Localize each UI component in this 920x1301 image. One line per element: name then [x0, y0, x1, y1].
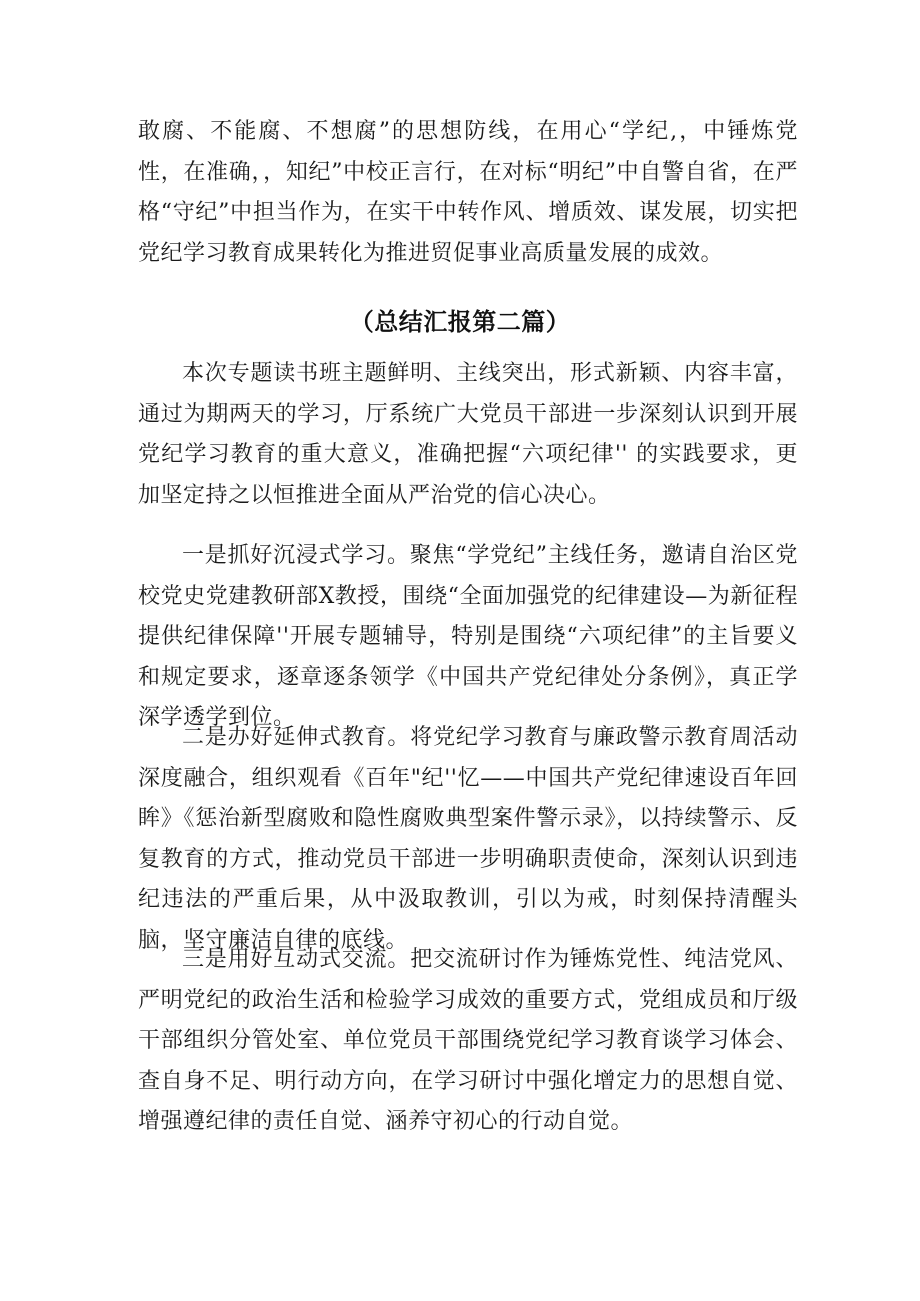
paragraph-point-1: 一是抓好沉浸式学习。聚焦“学党纪”主线任务，邀请自治区党校党史党建教研部X教授，围绕“全面加强党的纪律建设—为新征程提供纪律保障''开展专题辅导，特别是围绕“六项纪律”的主旨要义和规定要求，逐章逐条领学《中国共产党纪律处分条例》，真正学深学透学到位。 [138, 543, 798, 730]
paragraph-intro: 本次专题读书班主题鲜明、主线突出，形式新颖、内容丰富，通过为期两天的学习，厅系统广大党员干部进一步深刻认识到开展党纪学习教育的重大意义，准确把握“六项纪律'' 的实践要求，更加坚定持之以恒推进全面从严治党的信心决心。 [138, 361, 798, 508]
section-heading: （总结汇报第二篇） [349, 308, 571, 336]
paragraph-point-2: 二是办好延伸式教育。将党纪学习教育与廉政警示教育周活动深度融合，组织观看《百年"纪''忆——中国共产党纪律速设百年回眸》《惩治新型腐败和隐性腐败典型案件警示录》，以持续警示、反复教育的方式，推动党员干部进一步明确职责使命，深刻认识到违纪违法的严重后果，从中汲取教训，引以为戒，时刻保持清醒头脑，坚守廉洁自律的底线。 [138, 725, 798, 953]
paragraph-continued: 敢腐、不能腐、不想腐”的思想防线，在用心“学纪,，中锤炼党性，在准确，，知纪”中校正言行，在对标“明纪”中自警自省，在严格“守纪”中担当作为，在实干中转作风、增质效、谋发展，切实把党纪学习教育成果转化为推进贸促事业高质量发展的成效。 [138, 119, 798, 266]
paragraph-point-3: 三是用好互动式交流。把交流研讨作为锤炼党性、纯洁党风、严明党纪的政治生活和检验学习成效的重要方式，党组成员和厅级干部组织分管处室、单位党员干部围绕党纪学习教育谈学习体会、查自身不足、明行动方向，在学习研讨中强化增定力的思想自觉、增强遵纪律的责任自觉、涵养守初心的行动自觉。 [138, 947, 798, 1134]
